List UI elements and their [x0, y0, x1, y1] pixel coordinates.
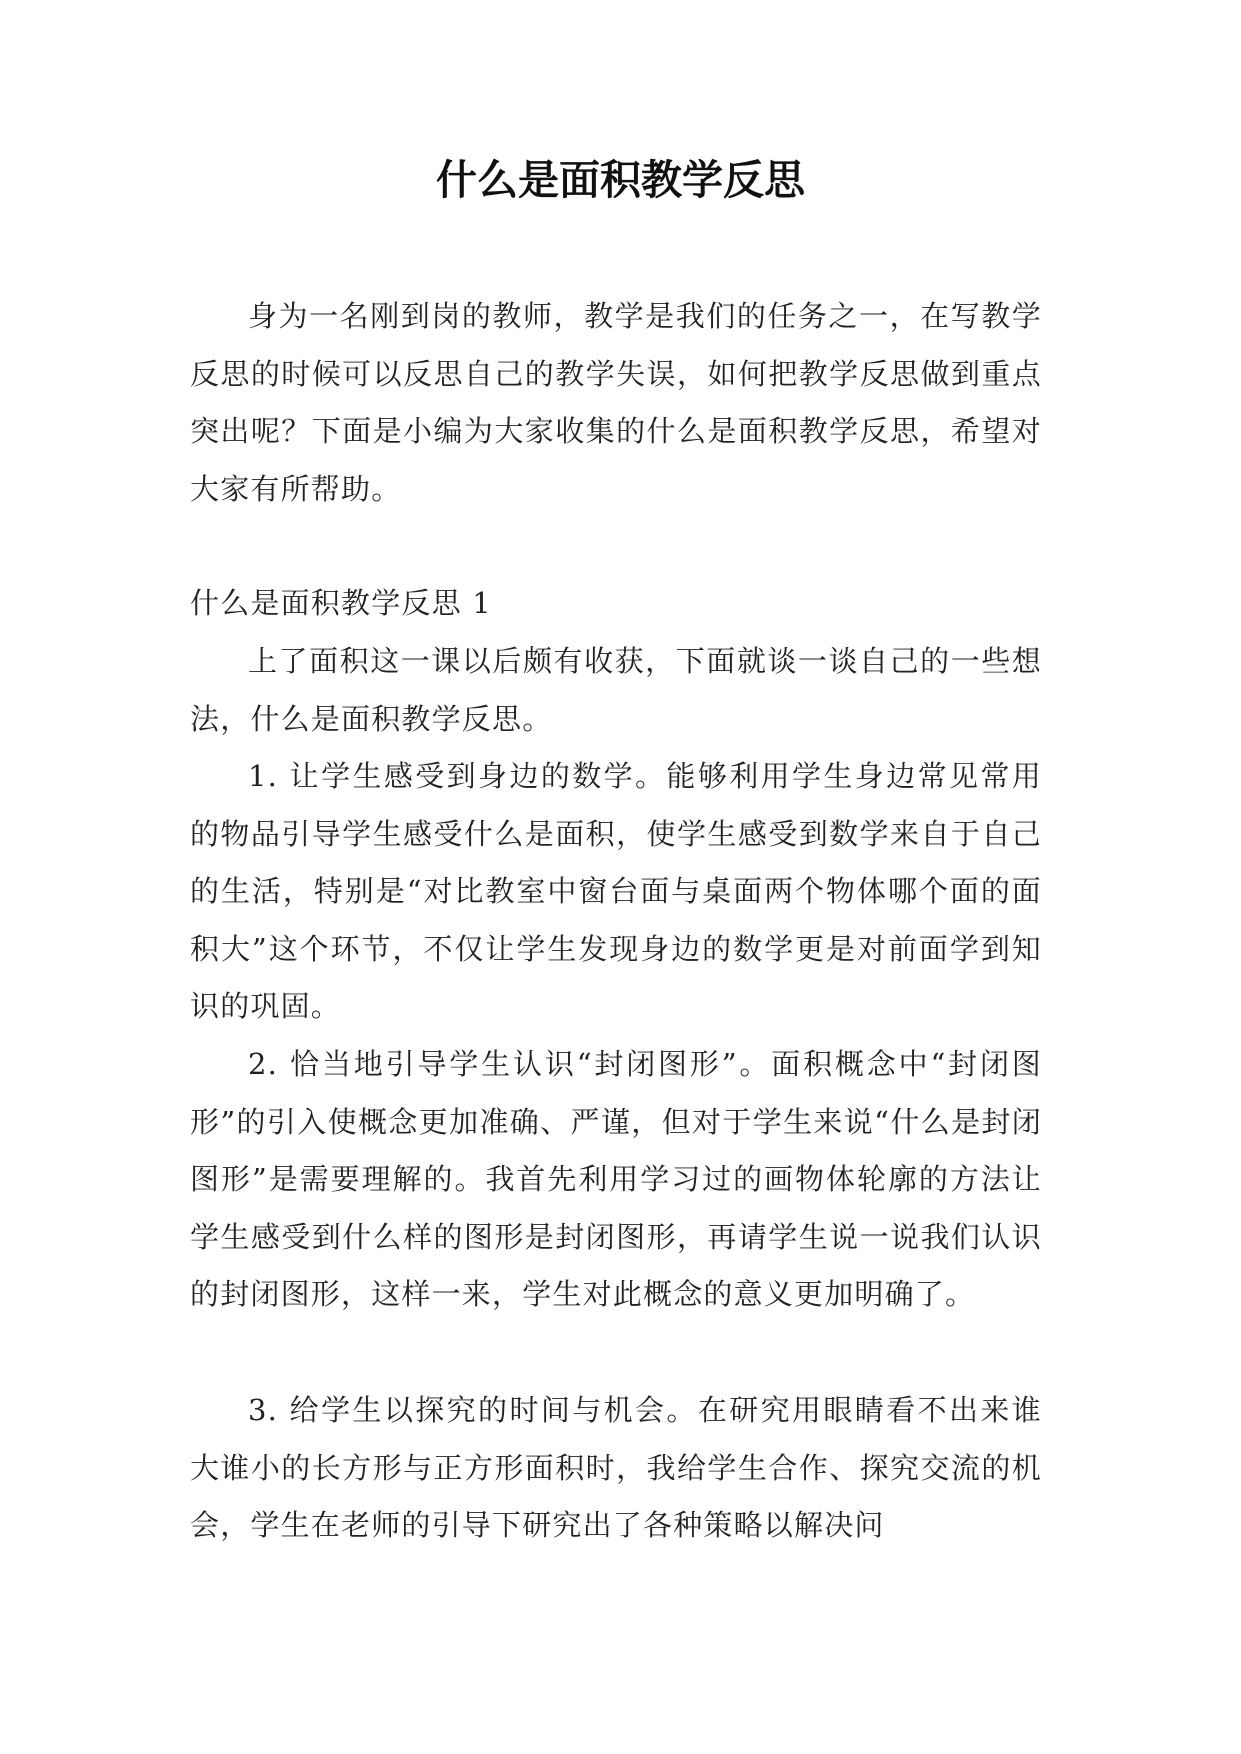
point-2-paragraph: 2. 恰当地引导学生认识“封闭图形”。面积概念中“封闭图形”的引入使概念更加准确、严谨，但对于学生来说“什么是封闭图形”是需要理解的。我首先利用学习过的画物体轮廓的方法让学生感受到什么样的图形是封闭图形，再请学生说一说我们认识的封闭图形，这样一来，学生对此概念的意义更加明确了。 [190, 1047, 1042, 1311]
body-paragraph: 上了面积这一课以后颇有收获，下面就谈一谈自己的一些想法，什么是面积教学反思。 [190, 644, 1042, 736]
document-title: 什么是面积教学反思 [436, 156, 805, 204]
point-3-paragraph: 3. 给学生以探究的时间与机会。在研究用眼睛看不出来谁大谁小的长方形与正方形面积时，我给学生合作、探究交流的机会，学生在老师的引导下研究出了各种策略以解决问 [190, 1393, 1042, 1542]
section-heading: 什么是面积教学反思 1 [190, 586, 492, 620]
point-1-paragraph: 1. 让学生感受到身边的数学。能够利用学生身边常见常用的物品引导学生感受什么是面积，使学生感受到数学来自于自己的生活，特别是“对比教室中窗台面与桌面两个物体哪个面的面积大”这个环节，不仅让学生发现身边的数学更是对前面学到知识的巩固。 [190, 759, 1042, 1023]
intro-paragraph: 身为一名刚到岗的教师，教学是我们的任务之一，在写教学反思的时候可以反思自己的教学失误，如何把教学反思做到重点突出呢？下面是小编为大家收集的什么是面积教学反思，希望对大家有所帮助。 [190, 299, 1042, 506]
